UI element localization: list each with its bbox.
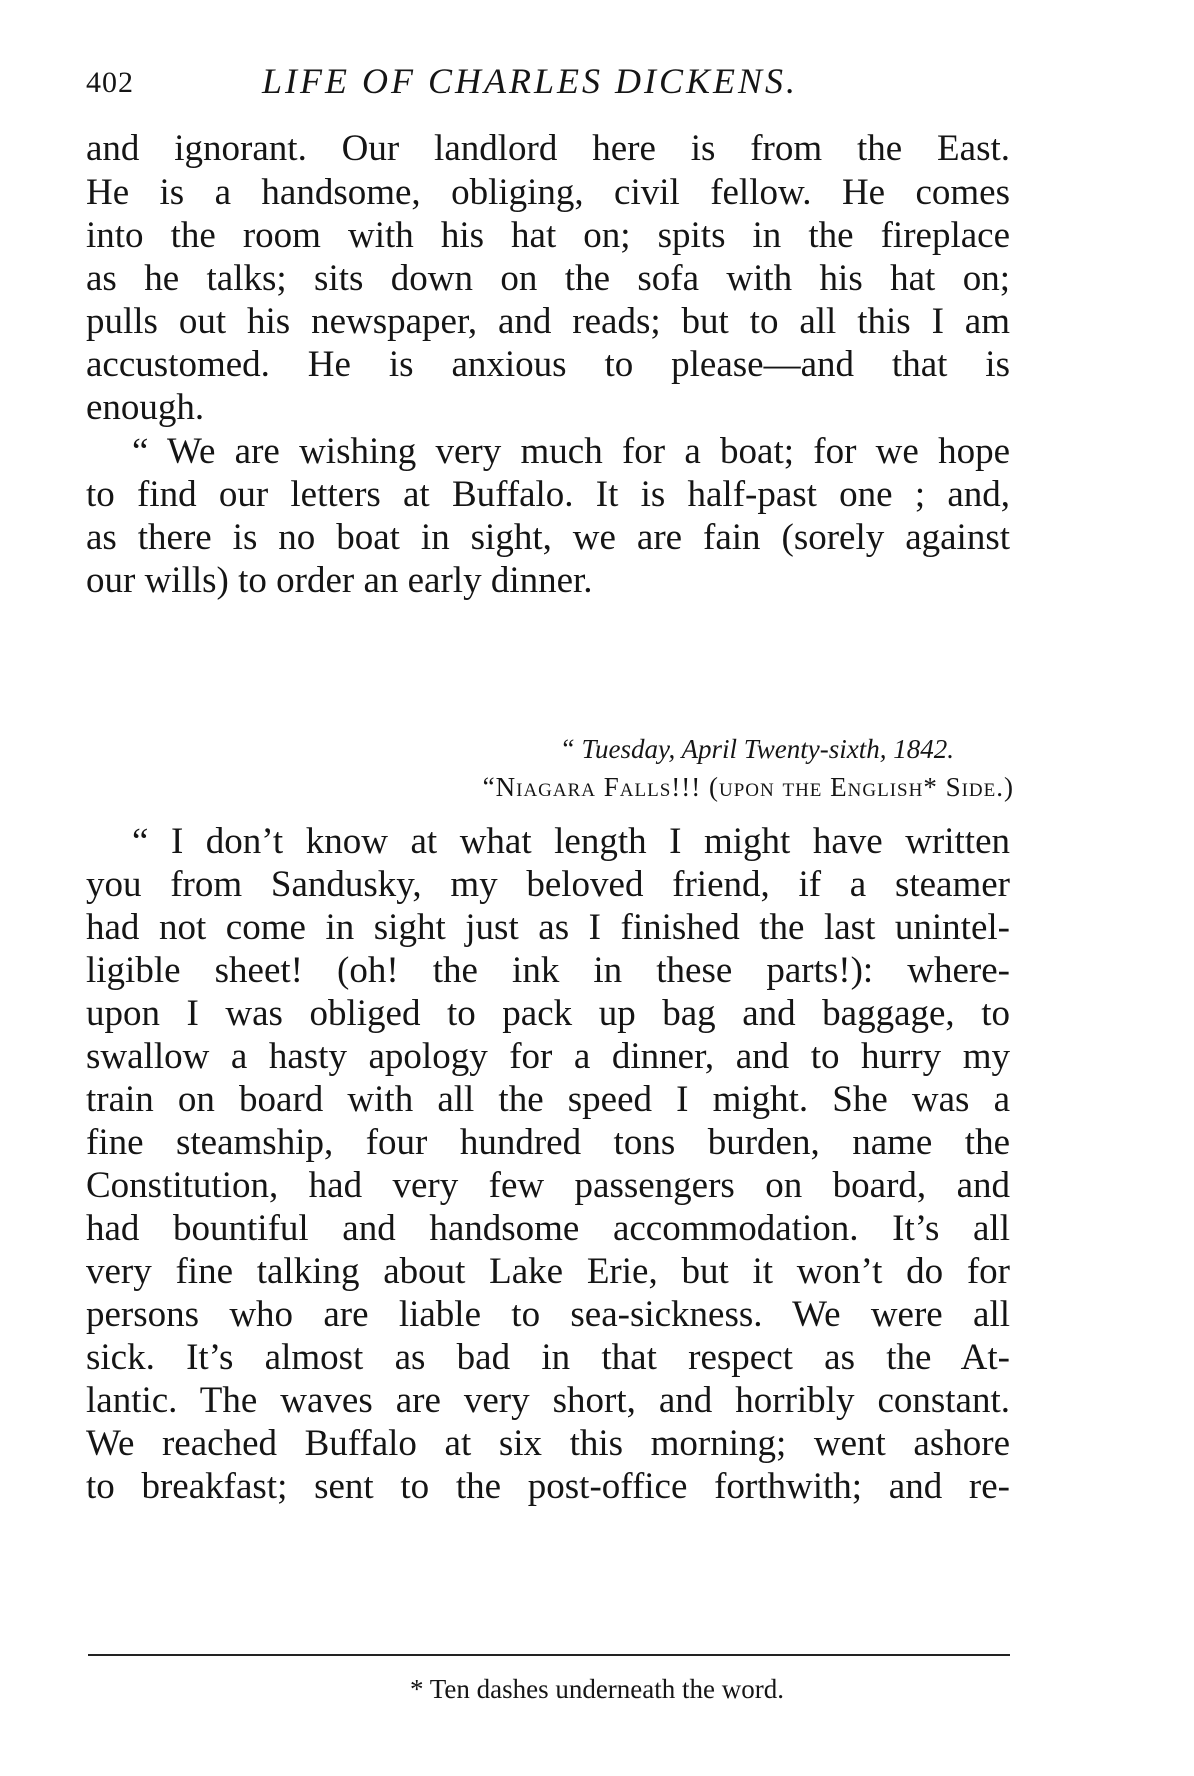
text-line: as there is no boat in sight, we are fain (sorely against: [86, 517, 1010, 558]
running-title: LIFE OF CHARLES DICKENS.: [262, 61, 798, 101]
page-header: [86, 54, 1016, 106]
footnote: * Ten dashes underneath the word.: [409, 1674, 784, 1704]
text-line: to find our letters at Buffalo. It is half-past one ; and,: [86, 474, 1010, 515]
text-line: had not come in sight just as I finished the last unintel-: [86, 907, 1010, 948]
text-line: and ignorant. Our landlord here is from the East.: [86, 128, 1010, 169]
text-line: as he talks; sits down on the sofa with his hat on;: [86, 258, 1010, 299]
text-line: ligible sheet! (oh! the ink in these parts!): where-: [86, 950, 1010, 991]
text-line: enough.: [86, 387, 205, 428]
text-line: fine steamship, four hundred tons burden, name the: [86, 1122, 1010, 1163]
text-line: lantic. The waves are very short, and horribly constant.: [86, 1380, 1010, 1421]
text-line: sick. It’s almost as bad in that respect as the At-: [86, 1337, 1010, 1378]
text-line: our wills) to order an early dinner.: [86, 560, 593, 601]
text-line: to breakfast; sent to the post-office forthwith; and re-: [86, 1466, 1010, 1507]
text-line: pulls out his newspaper, and reads; but to all this I am: [86, 301, 1010, 342]
text-line: had bountiful and handsome accommodation. It’s all: [86, 1208, 1010, 1249]
text-line: train on board with all the speed I might. She was a: [86, 1079, 1010, 1120]
text-line: Constitution, had very few passengers on board, and: [86, 1165, 1010, 1206]
text-line: swallow a hasty apology for a dinner, and to hurry my: [86, 1036, 1010, 1077]
footnote-rule: [88, 1654, 1010, 1656]
text-line: persons who are liable to sea-sickness. We were all: [86, 1294, 1010, 1335]
letter-placeline: “Niagara Falls!!! (upon the English* Side.): [482, 772, 1014, 802]
text-line: upon I was obliged to pack up bag and baggage, to: [86, 993, 1010, 1034]
text-line: accustomed. He is anxious to please—and that is: [86, 344, 1010, 385]
text-line: “ I don’t know at what length I might have written: [132, 821, 1010, 862]
text-line: We reached Buffalo at six this morning; went ashore: [86, 1423, 1010, 1464]
text-line: into the room with his hat on; spits in the fireplace: [86, 215, 1010, 256]
page-number: 402: [86, 66, 134, 99]
letter-dateline: “ Tuesday, April Twenty-sixth, 1842.: [559, 734, 954, 764]
text-line: He is a handsome, obliging, civil fellow. He comes: [86, 172, 1010, 213]
text-line: you from Sandusky, my beloved friend, if a steamer: [86, 864, 1010, 905]
text-line: very fine talking about Lake Erie, but it won’t do for: [86, 1251, 1010, 1292]
text-line: “ We are wishing very much for a boat; for we hope: [132, 431, 1010, 472]
